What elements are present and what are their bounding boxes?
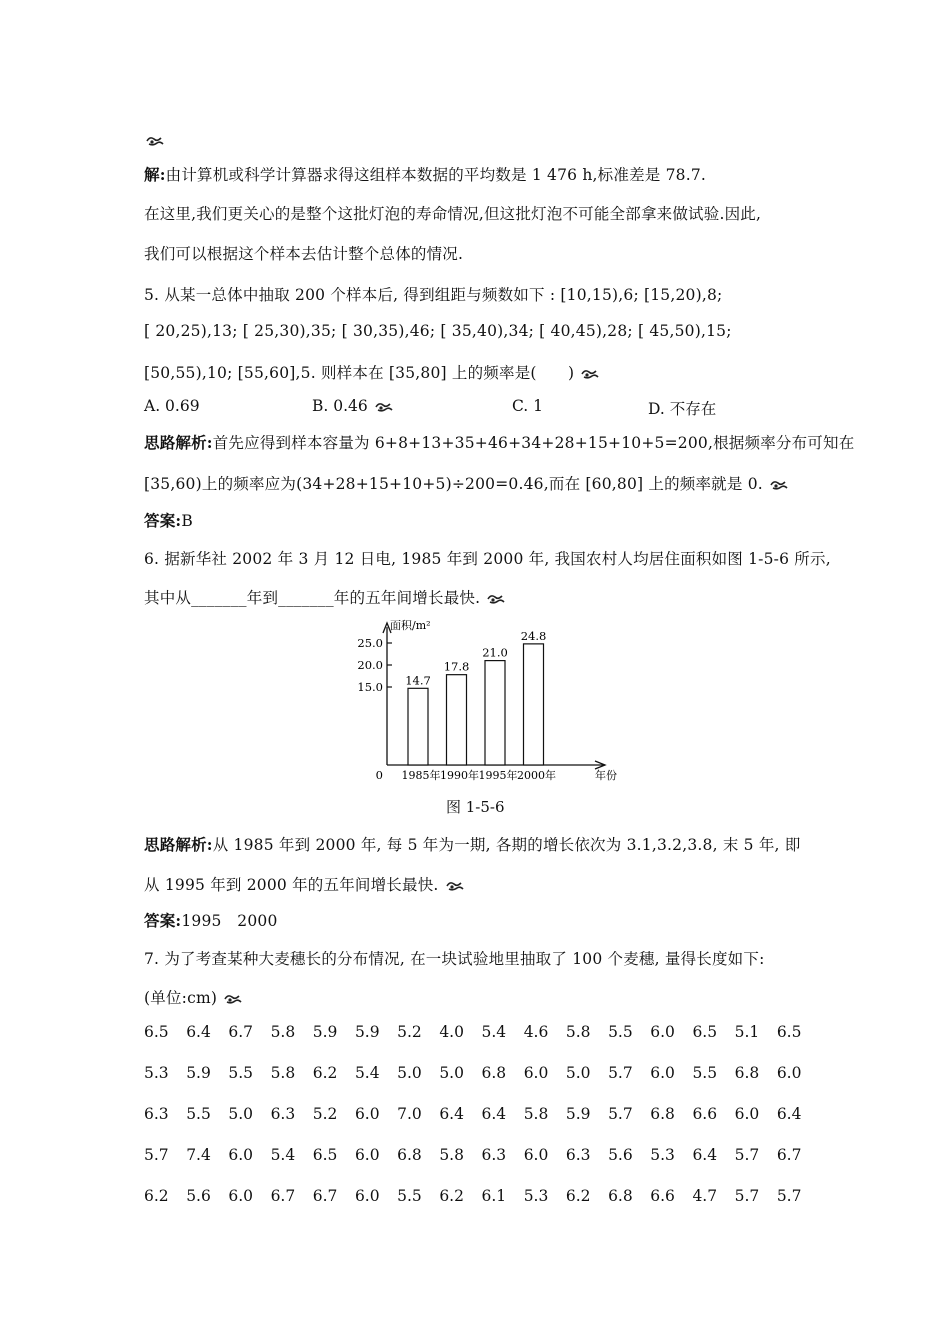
data-cell: 5.5 [186, 1105, 211, 1123]
data-cell: 5.7 [608, 1064, 633, 1082]
y-tick-label: 20.0 [357, 658, 383, 672]
y-tick-label: 25.0 [357, 636, 383, 650]
data-cell: 5.3 [144, 1064, 169, 1082]
data-cell: 5.0 [228, 1105, 254, 1123]
x-axis-label: 年份 [595, 769, 617, 782]
data-cell: 5.9 [186, 1064, 211, 1082]
data-cell: 6.0 [228, 1146, 254, 1164]
data-cell: 5.9 [312, 1023, 338, 1041]
data-cell: 6.7 [270, 1187, 296, 1205]
solution-label: 解: [144, 165, 166, 184]
bar-value-label: 21.0 [482, 645, 508, 660]
data-cell: 6.2 [144, 1187, 169, 1205]
data-cell: 6.7 [228, 1023, 254, 1041]
data-cell: 6.3 [565, 1146, 591, 1164]
data-cell: 5.4 [481, 1023, 507, 1041]
top-marker [146, 132, 164, 151]
data-row [144, 1064, 819, 1082]
bar [485, 661, 505, 765]
data-cell: 6.4 [186, 1023, 211, 1041]
data-cell: 6.2 [565, 1187, 591, 1205]
q7-stem-2-text: (单位:cm) [144, 989, 218, 1007]
data-cell: 6.0 [228, 1187, 254, 1205]
q6-answer-label: 答案: [144, 911, 182, 930]
data-cell: 5.4 [270, 1146, 296, 1164]
data-cell: 5.7 [144, 1146, 169, 1164]
q5-stem-2: [ 20,25),13; [ 25,30),35; [ 30,35),46; [ 35,40),34; [ 40,45),28; [ 45,50),15; [144, 322, 732, 340]
q6-stem-2-text: 其中从_______年到_______年的五年间增长最快. [144, 589, 481, 607]
scribble-icon [375, 401, 393, 413]
data-cell: 4.6 [523, 1023, 549, 1041]
data-cell: 5.8 [439, 1146, 464, 1164]
q6-stem-1: 6. 据新华社 2002 年 3 月 12 日电, 1985 年到 2000 年, 我国农村人均居住面积如图 1-5-6 所示, [144, 550, 831, 568]
data-cell: 6.5 [776, 1023, 802, 1041]
solution-line [144, 163, 706, 185]
data-cell: 6.5 [692, 1023, 718, 1041]
data-cell: 5.8 [270, 1064, 296, 1082]
data-cell: 6.0 [354, 1105, 380, 1123]
data-cell: 5.5 [608, 1023, 633, 1041]
data-cell: 6.0 [354, 1187, 380, 1205]
data-cell: 6.2 [312, 1064, 338, 1082]
data-cell: 6.0 [734, 1105, 760, 1123]
bar-value-label: 17.8 [443, 659, 470, 674]
data-cell: 6.5 [312, 1146, 338, 1164]
data-row [144, 1105, 819, 1123]
data-cell: 6.8 [650, 1105, 675, 1123]
data-cell: 6.8 [397, 1146, 422, 1164]
data-cell: 5.3 [523, 1187, 549, 1205]
data-cell: 5.0 [565, 1064, 591, 1082]
scribble-icon [581, 368, 599, 380]
data-cell: 6.0 [354, 1146, 380, 1164]
q5-option-c: C. 1 [512, 397, 544, 415]
data-cell: 5.7 [734, 1146, 760, 1164]
data-cell: 6.7 [776, 1146, 802, 1164]
data-cell: 5.3 [650, 1146, 675, 1164]
q6-analysis-text: 从 1985 年到 2000 年, 每 5 年为一期, 各期的增长依次为 3.1,3.2,3.8, 末 5 年, 即 [212, 836, 801, 854]
data-row [144, 1146, 819, 1164]
data-cell: 6.4 [481, 1105, 507, 1123]
data-cell: 5.5 [228, 1064, 254, 1082]
bar-chart [355, 615, 625, 790]
q5-option-b-text: B. 0.46 [312, 397, 368, 415]
data-cell: 6.1 [481, 1187, 507, 1205]
q5-stem-1: 5. 从某一总体中抽取 200 个样本后, 得到组距与频数如下 : [10,15),6; [15,20),8; [144, 286, 723, 304]
data-cell: 6.8 [481, 1064, 507, 1082]
q6-analysis-1 [144, 833, 801, 855]
scribble-icon [487, 593, 505, 605]
data-cell: 6.0 [650, 1023, 675, 1041]
q5-answer-value: B [181, 512, 193, 530]
data-cell: 5.8 [270, 1023, 296, 1041]
q6-stem-2 [144, 586, 505, 608]
scribble-icon [446, 880, 464, 892]
q5-option-b [312, 397, 393, 415]
q5-analysis-2 [144, 472, 788, 494]
data-cell: 5.0 [397, 1064, 422, 1082]
bar [447, 675, 467, 765]
bar-value-label: 24.8 [520, 628, 547, 643]
q7-stem-2 [144, 986, 242, 1008]
data-cell: 5.8 [523, 1105, 549, 1123]
data-cell: 6.3 [270, 1105, 296, 1123]
data-cell: 6.5 [144, 1023, 169, 1041]
data-cell: 4.7 [692, 1187, 718, 1205]
q5-analysis-1 [144, 431, 854, 453]
q5-analysis-text-2: [35,60)上的频率应为(34+28+15+10+5)÷200=0.46,而在 [60,80] 上的频率就是 0. [144, 475, 763, 493]
solution-paragraph-1: 在这里,我们更关心的是整个这批灯泡的寿命情况,但这批灯泡不可能全部拿来做试验.因此, [144, 205, 762, 223]
data-cell: 6.4 [692, 1146, 718, 1164]
data-cell: 6.4 [776, 1105, 802, 1123]
scribble-icon [224, 993, 242, 1005]
data-cell: 5.0 [439, 1064, 464, 1082]
data-cell: 6.0 [776, 1064, 802, 1082]
figure-caption: 图 1-5-6 [446, 798, 505, 816]
data-cell: 5.4 [354, 1064, 380, 1082]
data-cell: 5.8 [565, 1023, 591, 1041]
scribble-icon [146, 135, 164, 147]
data-cell: 4.0 [439, 1023, 464, 1041]
x-tick-label: 1985年 [401, 769, 441, 782]
origin-label: 0 [375, 768, 383, 782]
x-tick-label: 2000年 [517, 769, 556, 782]
data-row [144, 1187, 819, 1205]
q6-analysis-text-2: 从 1995 年到 2000 年的五年间增长最快. [144, 876, 439, 894]
data-cell: 6.8 [608, 1187, 633, 1205]
x-tick-label: 1995年 [478, 769, 518, 782]
data-cell: 5.1 [734, 1023, 760, 1041]
q5-answer [144, 509, 193, 531]
data-cell: 6.6 [692, 1105, 718, 1123]
data-cell: 6.7 [312, 1187, 338, 1205]
data-row [144, 1023, 819, 1041]
q5-stem-3-text: [50,55),10; [55,60],5. 则样本在 [35,80] 上的频率是( ) [144, 364, 575, 382]
data-cell: 7.0 [397, 1105, 422, 1123]
data-cell: 7.4 [186, 1146, 211, 1164]
q5-analysis-label: 思路解析: [144, 433, 213, 452]
q6-answer-value: 1995 2000 [181, 912, 278, 930]
y-axis-label: 面积/m² [390, 619, 431, 632]
data-cell: 6.8 [734, 1064, 760, 1082]
q7-stem-1: 7. 为了考查某种大麦穗长的分布情况, 在一块试验地里抽取了 100 个麦穗, 量得长度如下: [144, 950, 765, 968]
solution-text: 由计算机或科学计算器求得这组样本数据的平均数是 1 476 h,标准差是 78.7. [165, 166, 707, 184]
data-cell: 5.5 [692, 1064, 718, 1082]
data-cell: 5.6 [186, 1187, 211, 1205]
data-cell: 5.7 [776, 1187, 802, 1205]
data-cell: 5.2 [397, 1023, 422, 1041]
scribble-icon [770, 479, 788, 491]
bar [524, 644, 544, 765]
solution-paragraph-2: 我们可以根据这个样本去估计整个总体的情况. [144, 245, 464, 263]
data-cell: 5.9 [565, 1105, 591, 1123]
data-cell: 5.7 [734, 1187, 760, 1205]
data-cell: 6.4 [439, 1105, 464, 1123]
data-cell: 6.0 [523, 1146, 549, 1164]
q5-answer-label: 答案: [144, 511, 182, 530]
bar-value-label: 14.7 [405, 673, 431, 688]
x-tick-label: 1990年 [440, 769, 479, 782]
bar [408, 688, 428, 765]
q5-stem-3 [144, 361, 599, 383]
data-cell: 6.3 [481, 1146, 507, 1164]
data-cell: 5.9 [354, 1023, 380, 1041]
data-cell: 6.2 [439, 1187, 464, 1205]
data-cell: 5.6 [608, 1146, 633, 1164]
data-cell: 6.0 [650, 1064, 675, 1082]
data-cell: 5.5 [397, 1187, 422, 1205]
y-tick-label: 15.0 [357, 680, 383, 694]
data-cell: 5.7 [608, 1105, 633, 1123]
q6-answer [144, 909, 278, 931]
q5-analysis-text: 首先应得到样本容量为 6+8+13+35+46+34+28+15+10+5=200,根据频率分布可知在 [212, 434, 855, 452]
data-cell: 6.0 [523, 1064, 549, 1082]
q5-option-d: D. 不存在 [648, 400, 717, 418]
q6-analysis-2 [144, 873, 464, 895]
data-cell: 6.3 [144, 1105, 169, 1123]
q5-option-a: A. 0.69 [144, 397, 200, 415]
q6-analysis-label: 思路解析: [144, 835, 213, 854]
data-cell: 6.6 [650, 1187, 675, 1205]
data-cell: 5.2 [312, 1105, 338, 1123]
